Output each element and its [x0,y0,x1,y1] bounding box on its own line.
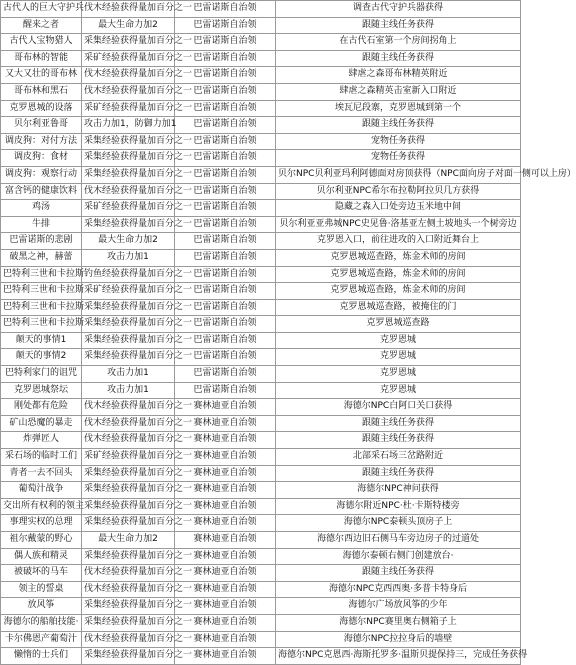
acquisition-method-cell: 克罗恩城 [276,332,521,349]
region-cell: 巴雷诺斯自治领 [175,200,276,217]
knowledge-name-cell: 巴特利三世和卡拉斯 [1,283,82,300]
region-cell: 巴雷诺斯自治领 [175,266,276,283]
region-cell: 赛林迪亚自治领 [175,581,276,598]
effect-cell: 采集经验获得量加百分之一 [82,482,175,499]
effect-cell: 攻击力加1，防御力加1 [82,117,175,134]
effect-cell: 采集经验获得量加百分之一 [82,316,175,333]
knowledge-name-cell: 巴特利三世和卡拉斯 [1,266,82,283]
acquisition-method-cell: 克罗恩城巡查路，炼金术师的房间 [276,249,521,266]
table-row [1,581,521,598]
effect-cell: 伐木经验获得量加百分之一 [82,432,175,449]
acquisition-method-cell: 隐藏之森入口处旁边玉米地中间 [276,200,521,217]
acquisition-method-cell: 海德尔NPC克恩西·海斯托罗多·温斯贝提保持三，完成任务获得 [276,648,521,665]
acquisition-method-cell: 克罗恩入口，前往进攻的入口附近舞台上 [276,233,521,250]
acquisition-method-cell: 克罗恩城 [276,366,521,383]
knowledge-name-cell: 巴特利三世和卡拉斯 [1,316,82,333]
knowledge-name-cell: 葡萄汁战争 [1,482,82,499]
acquisition-method-cell: 跟随主线任务获得 [276,415,521,432]
effect-cell: 采集经验获得量加百分之一 [82,548,175,565]
acquisition-method-cell: 贝尔利亚NPC希尔布拉勒阿拉贝几方获得 [276,183,521,200]
acquisition-method-cell: 海德尔附近NPC·杜·卡斯特楼旁 [276,498,521,515]
knowledge-name-cell: 调皮狗：观察行动 [1,166,82,183]
table-row [1,150,521,167]
effect-cell: 攻击力加1 [82,366,175,383]
region-cell: 巴雷诺斯自治领 [175,299,276,316]
effect-cell: 采集经验获得量加百分之一 [82,614,175,631]
table-row [1,648,521,665]
knowledge-name-cell: 克罗恩城祭坛 [1,382,82,399]
knowledge-name-cell: 富含钙的健康饮料 [1,183,82,200]
region-cell: 巴雷诺斯自治领 [175,1,276,18]
acquisition-method-cell: 海德尔NPC克西西奥·多普卡特身后 [276,581,521,598]
acquisition-method-cell: 贝尔NPC贝利亚玛利阿德面对房顶获得（NPC面向房子对面一侧可以上房） [276,166,521,183]
acquisition-method-cell: 贝尔利亚亚弗城NPC史见鲁·洛基亚左侧土坡地头一个树旁边 [276,216,521,233]
table-row [1,216,521,233]
table-row [1,166,521,183]
acquisition-method-cell: 克罗恩城巡查路，炼金术师的房间 [276,283,521,300]
acquisition-method-cell: 海德尔NPC拉拉身后的墙壁 [276,631,521,648]
effect-cell: 采集经验获得量加百分之一 [82,465,175,482]
region-cell: 巴雷诺斯自治领 [175,382,276,399]
region-cell: 赛林迪亚自治领 [175,465,276,482]
effect-cell: 采集经验获得量加百分之一 [82,34,175,51]
effect-cell: 采矿经验获得量加百分之一 [82,50,175,67]
table-row [1,548,521,565]
effect-cell: 采集经验获得量加百分之一 [82,299,175,316]
region-cell: 巴雷诺斯自治领 [175,50,276,67]
knowledge-name-cell: 懒惰的士兵们 [1,648,82,665]
acquisition-method-cell: 海德尔NPC泰顿头顶房子上 [276,515,521,532]
region-cell: 巴雷诺斯自治领 [175,216,276,233]
effect-cell: 采集经验获得量加百分之一 [82,648,175,665]
acquisition-method-cell: 海德尔NPC赛里奥右侧箱子上 [276,614,521,631]
knowledge-name-cell: 矿山恐魔的暴走 [1,415,82,432]
region-cell: 赛林迪亚自治领 [175,631,276,648]
effect-cell: 伐木经验获得量加百分之一 [82,565,175,582]
acquisition-method-cell: 宠物任务获得 [276,150,521,167]
effect-cell: 钓鱼经验获得量加百分之一 [82,266,175,283]
effect-cell: 采集经验获得量加百分之一 [82,498,175,515]
table-row [1,498,521,515]
acquisition-method-cell: 海德尔广场放风筝的少年 [276,598,521,615]
acquisition-method-cell: 跟随主线任务获得 [276,117,521,134]
region-cell: 赛林迪亚自治领 [175,515,276,532]
table-row [1,532,521,549]
effect-cell: 攻击力加1 [82,249,175,266]
effect-cell: 伐木经验获得量加百分之一 [82,581,175,598]
table-row [1,631,521,648]
region-cell: 巴雷诺斯自治领 [175,316,276,333]
effect-cell: 采矿经验获得量加百分之一 [82,100,175,117]
acquisition-method-cell: 克罗恩城 [276,349,521,366]
acquisition-method-cell: 北部采石场三岔路附近 [276,449,521,466]
acquisition-method-cell: 跟随主线任务获得 [276,432,521,449]
region-cell: 赛林迪亚自治领 [175,449,276,466]
table-row [1,249,521,266]
acquisition-method-cell: 宠物任务获得 [276,133,521,150]
effect-cell: 采集经验获得量加百分之一 [82,150,175,167]
table-row [1,67,521,84]
table-row [1,349,521,366]
knowledge-name-cell: 牛排 [1,216,82,233]
table-row [1,133,521,150]
table-row [1,332,521,349]
effect-cell: 最大生命力加2 [82,17,175,34]
effect-cell: 伐木经验获得量加百分之一 [82,631,175,648]
table-body [1,1,576,665]
effect-cell: 采矿经验获得量加百分之一 [82,200,175,217]
region-cell: 巴雷诺斯自治领 [175,366,276,383]
region-cell: 赛林迪亚自治领 [175,399,276,416]
knowledge-name-cell: 交出所有权利的领主 [1,498,82,515]
region-cell: 巴雷诺斯自治领 [175,150,276,167]
knowledge-name-cell: 又大又壮的哥布林 [1,67,82,84]
table-row [1,100,521,117]
effect-cell: 最大生命力加2 [82,532,175,549]
region-cell: 巴雷诺斯自治领 [175,233,276,250]
acquisition-method-cell: 跟随主线任务获得 [276,17,521,34]
knowledge-name-cell: 调皮狗：食材 [1,150,82,167]
table-row [1,83,521,100]
region-cell: 赛林迪亚自治领 [175,598,276,615]
knowledge-name-cell: 巴雷诺斯的悲剧 [1,233,82,250]
region-cell: 巴雷诺斯自治领 [175,100,276,117]
acquisition-method-cell: 跟随主线任务获得 [276,465,521,482]
acquisition-method-cell: 海德尔NPC白阿口关口获得 [276,399,521,416]
effect-cell: 采集经验获得量加百分之一 [82,332,175,349]
region-cell: 巴雷诺斯自治领 [175,249,276,266]
effect-cell: 伐木经验获得量加百分之一 [82,67,175,84]
table-row [1,233,521,250]
effect-cell: 伐木经验获得量加百分之一 [82,399,175,416]
effect-cell: 采矿经验获得量加百分之一 [82,283,175,300]
table-row [1,200,521,217]
table-row [1,565,521,582]
table-row [1,1,521,18]
region-cell: 巴雷诺斯自治领 [175,332,276,349]
effect-cell: 伐木经验获得量加百分之一 [82,183,175,200]
table-row [1,598,521,615]
effect-cell: 伐木经验获得量加百分之一 [82,415,175,432]
acquisition-method-cell: 海德尔西边旧石侧马车旁边房子的过道处 [276,532,521,549]
region-cell: 赛林迪亚自治领 [175,648,276,665]
knowledge-name-cell: 被破坏的马车 [1,565,82,582]
acquisition-method-cell: 调查古代守护兵器获得 [276,1,521,18]
effect-cell: 采集经验获得量加百分之一 [82,515,175,532]
table-row [1,283,521,300]
knowledge-name-cell: 颠天的事情2 [1,349,82,366]
knowledge-name-cell: 克罗恩城的设落 [1,100,82,117]
table-row [1,366,521,383]
table-row [1,432,521,449]
acquisition-method-cell: 克罗恩城 [276,382,521,399]
knowledge-name-cell: 巴特利三世和卡拉斯 [1,299,82,316]
table-row [1,50,521,67]
effect-cell: 采集经验获得量加百分之一 [82,216,175,233]
effect-cell: 采集经验获得量加百分之一 [82,349,175,366]
acquisition-method-cell: 跟随主线任务获得 [276,565,521,582]
region-cell: 巴雷诺斯自治领 [175,117,276,134]
table-row [1,449,521,466]
region-cell: 巴雷诺斯自治领 [175,83,276,100]
table-row [1,17,521,34]
knowledge-name-cell: 哥布林和黑石 [1,83,82,100]
table-row [1,465,521,482]
effect-cell: 采矿经验获得量加百分之一 [82,449,175,466]
effect-cell: 伐木经验获得量加百分之一 [82,83,175,100]
acquisition-method-cell: 在古代石室第一个房间拐角上 [276,34,521,51]
knowledge-name-cell: 事理实权的总理 [1,515,82,532]
knowledge-name-cell: 刚处都有危险 [1,399,82,416]
knowledge-name-cell: 古代人宝物猎人 [1,34,82,51]
region-cell: 赛林迪亚自治领 [175,532,276,549]
table-row [1,614,521,631]
acquisition-method-cell: 肆虐之森精英击室新入口附近 [276,83,521,100]
effect-cell: 采集经验获得量加百分之一 [82,133,175,150]
knowledge-name-cell: 祖尔戴蒙的野心 [1,532,82,549]
knowledge-name-cell: 采石场的临时工们 [1,449,82,466]
acquisition-method-cell: 埃瓦尼段寨，克罗恩城到第一个 [276,100,521,117]
acquisition-method-cell: 海德尔NPC神问获得 [276,482,521,499]
region-cell: 巴雷诺斯自治领 [175,283,276,300]
knowledge-name-cell: 调皮狗：对付方法 [1,133,82,150]
table-row [1,299,521,316]
acquisition-method-cell: 克罗恩城巡查路，被掩住的门 [276,299,521,316]
region-cell: 巴雷诺斯自治领 [175,183,276,200]
acquisition-method-cell: 跟随主线任务获得 [276,50,521,67]
knowledge-name-cell: 领主的誓桌 [1,581,82,598]
knowledge-name-cell: 破黑之神，赫蕾 [1,249,82,266]
region-cell: 巴雷诺斯自治领 [175,17,276,34]
region-cell: 巴雷诺斯自治领 [175,67,276,84]
knowledge-name-cell: 醒来之者 [1,17,82,34]
acquisition-method-cell: 肆虐之森哥布林精英附近 [276,67,521,84]
knowledge-name-cell: 古代人的巨大守护兵 [1,1,82,18]
knowledge-name-cell: 青者一去不回头 [1,465,82,482]
effect-cell: 攻击力加1 [82,382,175,399]
region-cell: 巴雷诺斯自治领 [175,133,276,150]
knowledge-name-cell: 鸡汤 [1,200,82,217]
table-row [1,34,521,51]
acquisition-method-cell: 克罗恩城巡查路 [276,316,521,333]
region-cell: 赛林迪亚自治领 [175,415,276,432]
knowledge-name-cell: 海德尔的船舶技能· [1,614,82,631]
table-row [1,266,521,283]
region-cell: 赛林迪亚自治领 [175,482,276,499]
region-cell: 赛林迪亚自治领 [175,498,276,515]
acquisition-method-cell: 海德尔泰顿右侧门创建放台· [276,548,521,565]
table-row [1,316,521,333]
region-cell: 巴雷诺斯自治领 [175,34,276,51]
knowledge-name-cell: 巴特利家门的诅咒 [1,366,82,383]
knowledge-name-cell: 炸弹匠人 [1,432,82,449]
table-row [1,515,521,532]
region-cell: 赛林迪亚自治领 [175,432,276,449]
effect-cell: 采集经验获得量加百分之一 [82,166,175,183]
acquisition-method-cell: 克罗恩城巡查路，炼金术师的房间 [276,266,521,283]
table-row [1,382,521,399]
knowledge-name-cell: 偶人族和精灵 [1,548,82,565]
effect-cell: 伐木经验获得量加百分之一 [82,1,175,18]
region-cell: 赛林迪亚自治领 [175,614,276,631]
region-cell: 赛林迪亚自治领 [175,565,276,582]
table-row [1,183,521,200]
table-row [1,482,521,499]
knowledge-name-cell: 放风筝 [1,598,82,615]
effect-cell: 最大生命力加2 [82,233,175,250]
knowledge-name-cell: 卡尔佛恩产葡萄汁 [1,631,82,648]
table-row [1,415,521,432]
knowledge-name-cell: 哥布林的智能 [1,50,82,67]
knowledge-name-cell: 颠天的事情1 [1,332,82,349]
knowledge-name-cell: 贝尔利亚鲁哥 [1,117,82,134]
table-row [1,117,521,134]
region-cell: 巴雷诺斯自治领 [175,166,276,183]
region-cell: 赛林迪亚自治领 [175,548,276,565]
region-cell: 巴雷诺斯自治领 [175,349,276,366]
effect-cell: 采集经验获得量加百分之一 [82,598,175,615]
table-row [1,399,521,416]
